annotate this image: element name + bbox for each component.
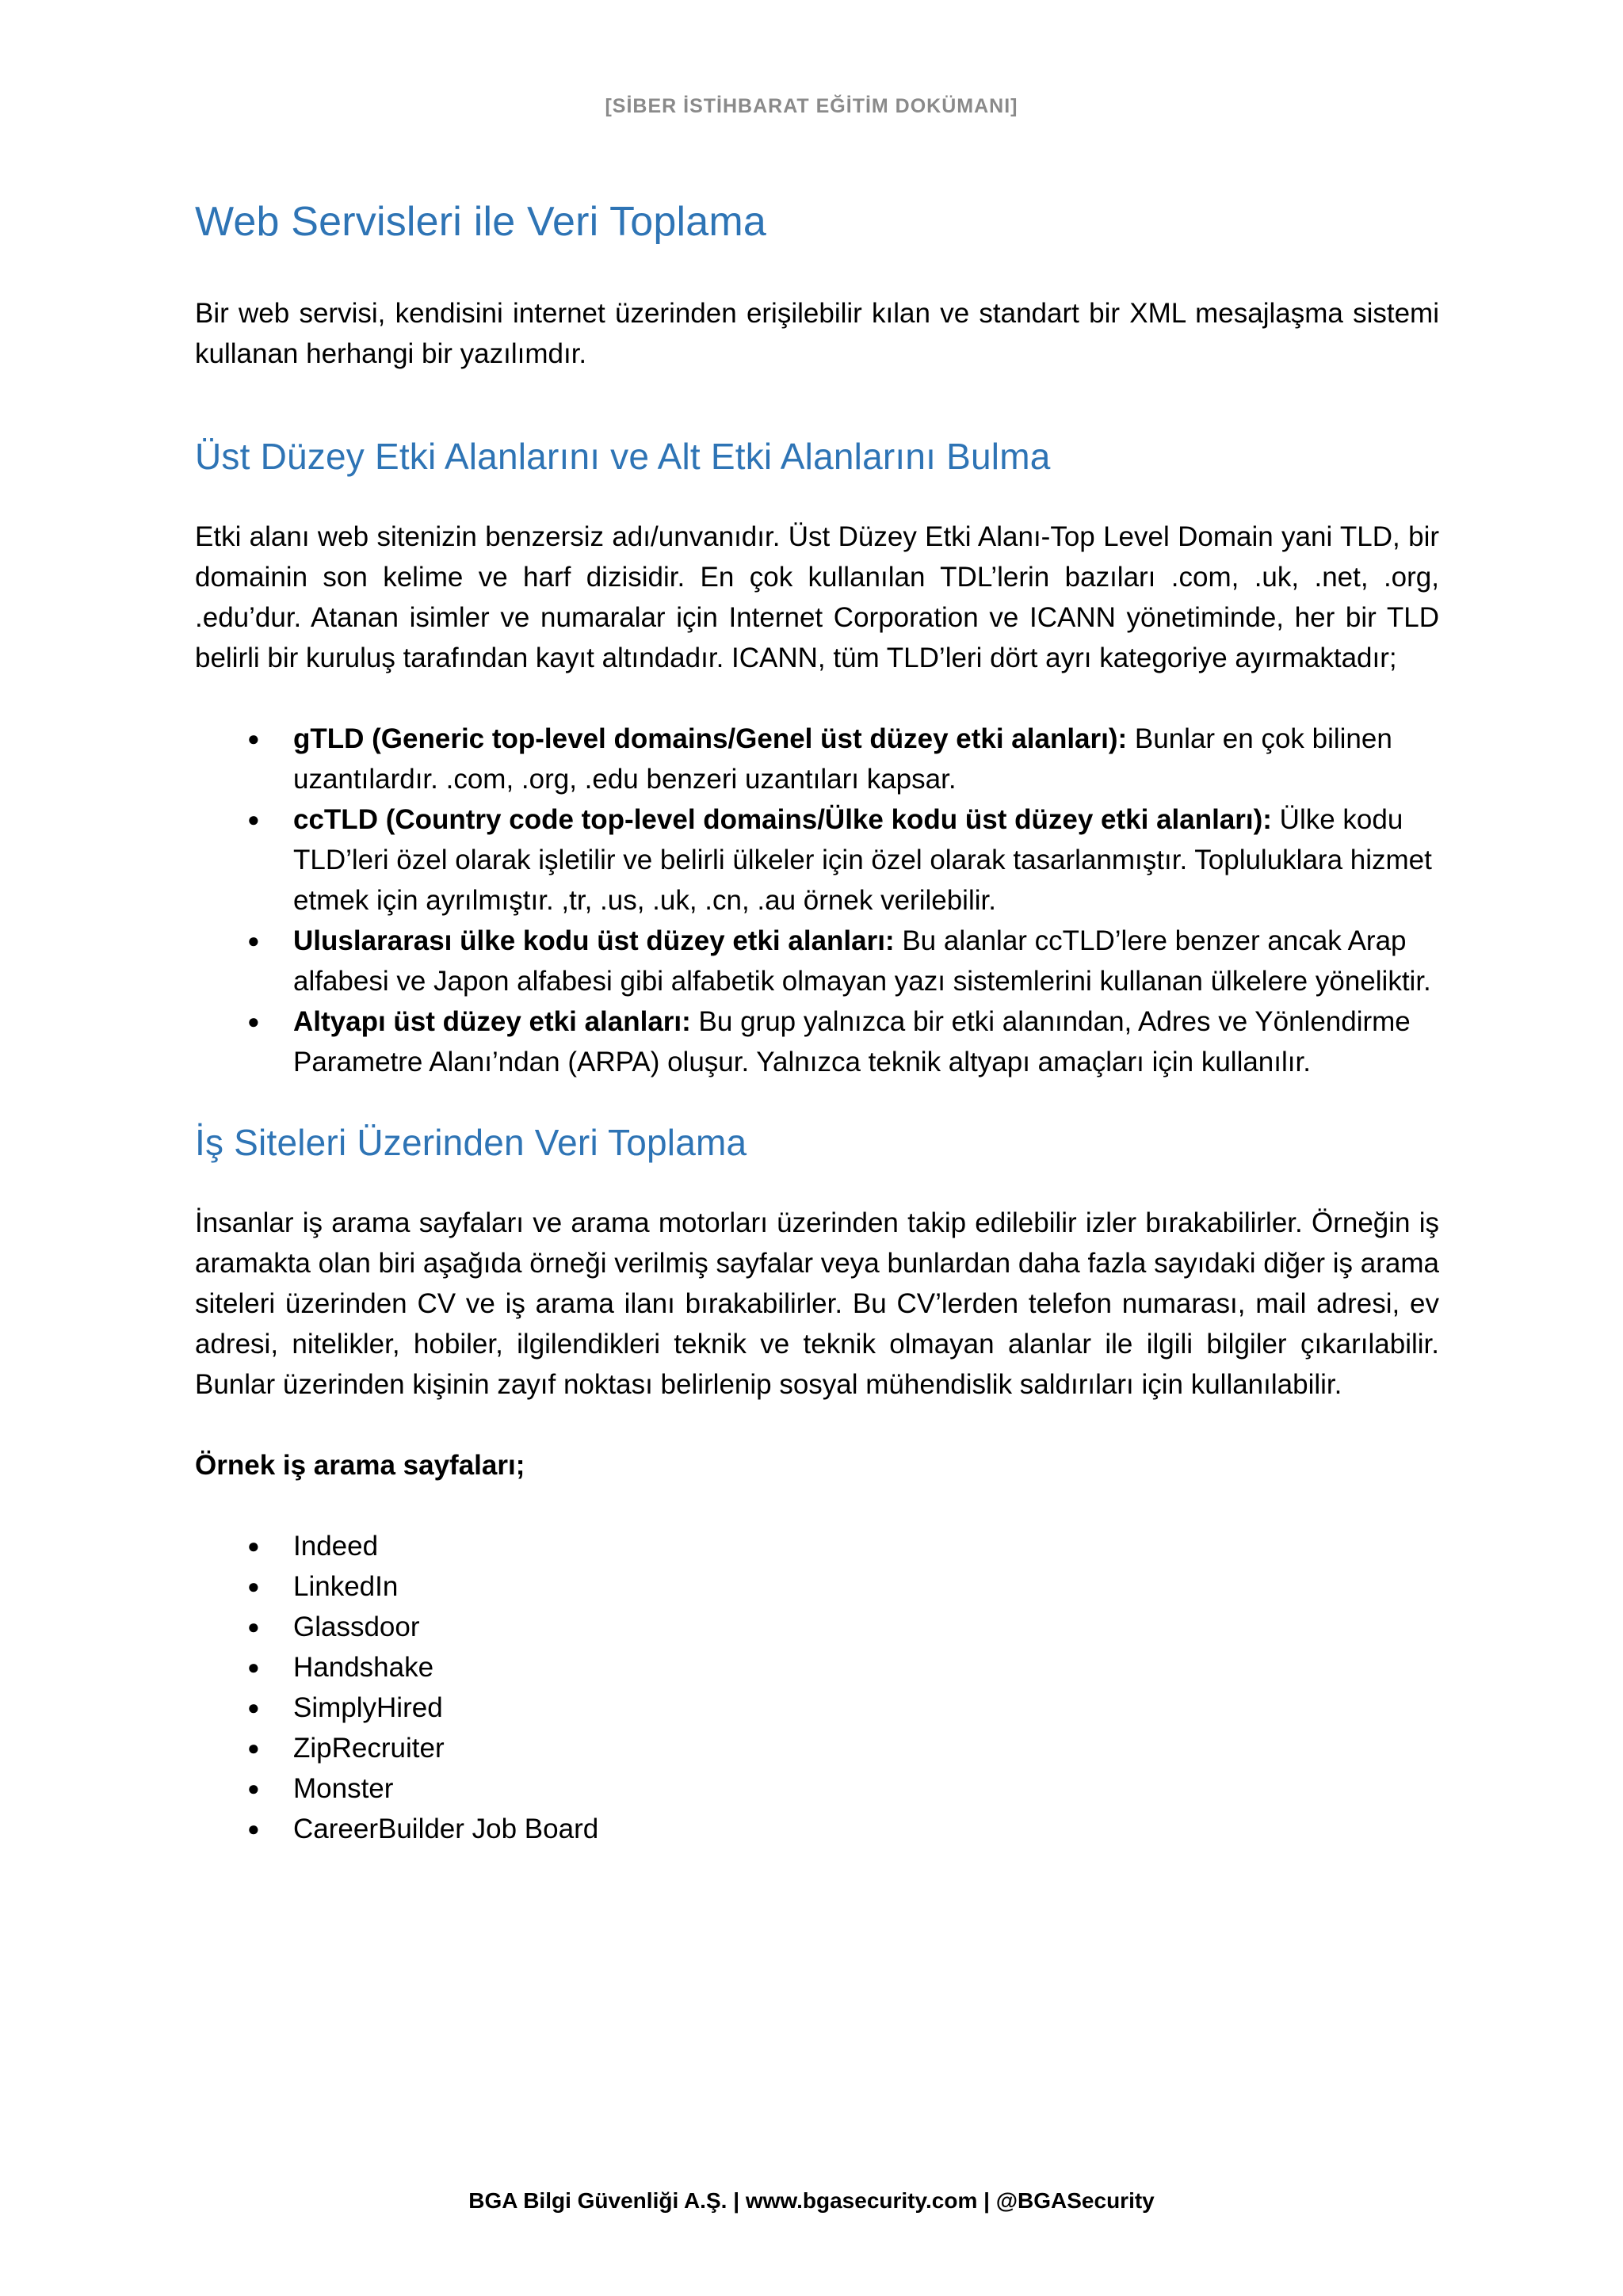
page-header: [SİBER İSTİHBARAT EĞİTİM DOKÜMANI]: [605, 95, 1018, 117]
page-footer: BGA Bilgi Güvenliği A.Ş. | www.bgasecurity.com | @BGASecurity: [468, 2188, 1155, 2213]
bullet-icon: ●: [247, 1615, 260, 1638]
list-item: [195, 719, 1439, 799]
list-item-desc: Bunlar en çok bilinen uzantılardır. .com, .org, .edu benzeri uzantıları kapsar.: [293, 723, 1392, 795]
list-item-term: Altyapı üst düzey etki alanları:: [293, 1006, 691, 1037]
job-site-name: Handshake: [293, 1652, 434, 1683]
list-item-term: Uluslararası ülke kodu üst düzey etki alanları:: [293, 925, 895, 956]
bullet-icon: ●: [247, 807, 260, 831]
job-site-name: ZipRecruiter: [293, 1733, 445, 1764]
heading-tld: Üst Düzey Etki Alanlarını ve Alt Etki Alanlarını Bulma: [195, 436, 1051, 477]
list-item: [195, 1607, 1439, 1647]
paragraph-job-sites: İnsanlar iş arama sayfaları ve arama motorları üzerinden takip edilebilir izler bırakabilirler. Örneğin iş aramakta olan biri aşağıda örneği verilmiş sayfalar veya bunlardan daha fazla sayıdaki diğer iş arama siteleri üzerinden CV ve iş arama ilanı bırakabilirler. Bu CV’lerden telefon numarası, mail adresi, ev adresi, nitelikler, hobiler, ilgilendikleri teknik ve teknik olmayan alanlar ile ilgili bilgiler çıkarılabilir. Bunlar üzerinden kişinin zayıf noktası belirlenip sosyal mühendislik saldırıları için kullanılabilir.: [195, 1207, 1439, 1400]
job-site-name: Glassdoor: [293, 1611, 420, 1642]
examples-title: Örnek iş arama sayfaları;: [195, 1450, 525, 1481]
job-site-name: Monster: [293, 1773, 394, 1804]
list-item: [195, 1001, 1439, 1082]
list-item-desc: Bu alanlar ccTLD’lere benzer ancak Arap alfabesi ve Japon alfabesi gibi alfabetik olmayan yazı sistemlerini kullanan ülkelere yöneliktir.: [293, 925, 1431, 997]
bullet-icon: ●: [247, 1695, 260, 1719]
bullet-icon: ●: [247, 1655, 260, 1679]
list-item-desc: Ülke kodu TLD’leri özel olarak işletilir ve belirli ülkeler için özel olarak tasarlanmıştır. Topluluklara hizmet etmek için ayrılmıştır. ,tr, .us, .uk, .cn, .au örnek verilebilir.: [293, 804, 1432, 916]
tld-category-list: [195, 719, 1439, 1082]
list-item: [195, 1688, 1439, 1728]
bullet-icon: ●: [247, 929, 260, 952]
job-site-name: LinkedIn: [293, 1571, 399, 1602]
list-item: [195, 1768, 1439, 1809]
job-site-name: SimplyHired: [293, 1692, 443, 1723]
list-item: [195, 921, 1439, 1001]
list-item: [195, 1526, 1439, 1566]
bullet-icon: ●: [247, 1009, 260, 1033]
heading-web-services: Web Servisleri ile Veri Toplama: [195, 199, 767, 245]
list-item: [195, 1809, 1439, 1849]
bullet-icon: ●: [247, 1534, 260, 1558]
job-site-name: Indeed: [293, 1531, 379, 1562]
list-item-term: gTLD (Generic top-level domains/Genel üst düzey etki alanları):: [293, 723, 1128, 754]
list-item: [195, 1647, 1439, 1688]
bullet-icon: ●: [247, 727, 260, 750]
paragraph-tld: Etki alanı web sitenizin benzersiz adı/unvanıdır. Üst Düzey Etki Alanı-Top Level Domain yani TLD, bir domainin son kelime ve harf dizisidir. En çok kullanılan TDL’lerin bazıları .com, .uk, .net, .org, .edu’dur. Atanan isimler ve numaralar için Internet Corporation ve ICANN yönetiminde, her bir TLD belirli bir kuruluş tarafından kayıt altındadır. ICANN, tüm TLD’leri dört ayrı kategoriye ayırmaktadır;: [195, 521, 1439, 673]
list-item: [195, 1566, 1439, 1607]
bullet-icon: ●: [247, 1817, 260, 1840]
list-item-term: ccTLD (Country code top-level domains/Ülke kodu üst düzey etki alanları):: [293, 804, 1272, 835]
list-item: [195, 799, 1439, 921]
job-site-list: [195, 1526, 1439, 1849]
list-item-desc: Bu grup yalnızca bir etki alanından, Adres ve Yönlendirme Parametre Alanı’ndan (ARPA) oluşur. Yalnızca teknik altyapı amaçları için kullanılır.: [293, 1006, 1411, 1077]
bullet-icon: ●: [247, 1736, 260, 1760]
heading-job-sites: İş Siteleri Üzerinden Veri Toplama: [195, 1122, 747, 1163]
bullet-icon: ●: [247, 1574, 260, 1598]
paragraph-web-services: Bir web servisi, kendisini internet üzerinden erişilebilir kılan ve standart bir XML mesajlaşma sistemi kullanan herhangi bir yazılımdır.: [195, 298, 1439, 369]
list-item: [195, 1728, 1439, 1768]
job-site-name: CareerBuilder Job Board: [293, 1814, 599, 1844]
document-body: [195, 190, 1439, 1849]
bullet-icon: ●: [247, 1776, 260, 1800]
